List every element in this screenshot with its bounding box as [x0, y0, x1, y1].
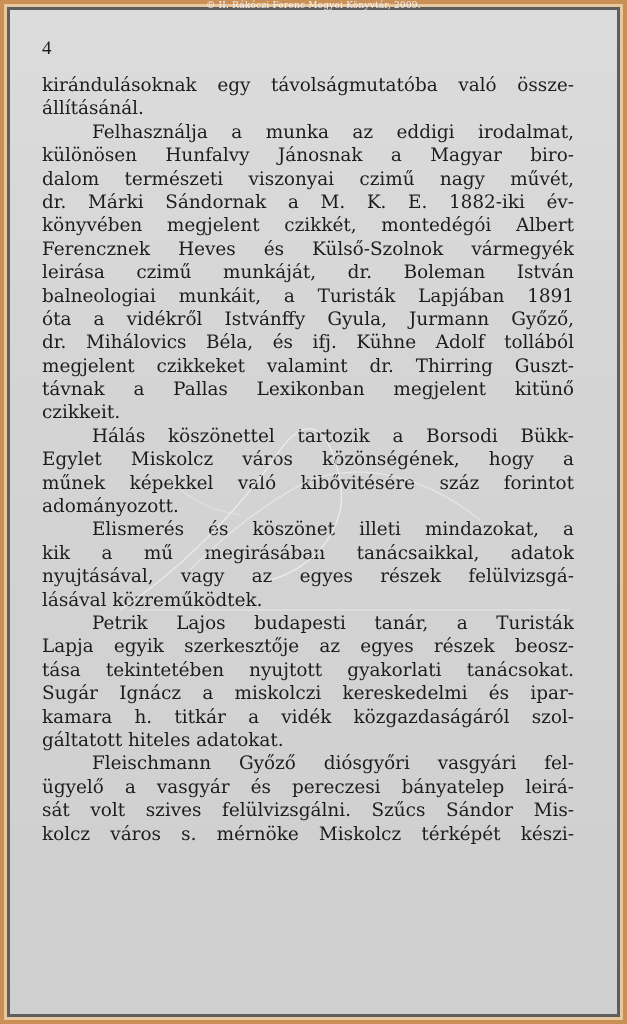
text-line: kamara h. titkár a vidék közgazdaságáról szol- [42, 706, 574, 728]
text-line: balneologiai munkáit, a Turisták Lapjában 1891 [42, 285, 574, 307]
text-line: távnak a Pallas Lexikonban megjelent kitünő [42, 379, 574, 401]
text-line: Fleischmann Győző diósgyőri vasgyári fel- [92, 753, 574, 775]
text-line: dr. Márki Sándornak a M. K. E. 1882-iki év- [42, 191, 574, 213]
body-text [42, 74, 574, 846]
text-line: kik a mű megirásában tanácsaikkal, adatok [42, 542, 574, 564]
text-line: Ferencznek Heves és Külső-Szolnok vármegyék [42, 238, 574, 260]
text-line: gáltatott hiteles adatokat. [42, 729, 284, 751]
text-line: Felhasználja a munka az eddigi irodalmat, [92, 121, 574, 143]
text-line: kolcz város s. mérnöke Miskolcz térképét készi- [42, 823, 574, 845]
text-line: leirása czimű munkáját, dr. Boleman István [42, 262, 574, 284]
page-number: 4 [42, 38, 52, 59]
text-line: Elismerés és köszönet illeti mindazokat, a [92, 519, 574, 541]
text-line: óta a vidékről Istvánffy Gyula, Jurmann Győző, [42, 308, 574, 330]
text-line: dalom természeti viszonyai czimű nagy művét, [42, 168, 574, 190]
text-line: könyvében megjelent czikkét, montedégói Albert [42, 215, 574, 237]
text-line: czikkeit. [42, 402, 121, 424]
text-line: Hálás köszönettel tartozik a Borsodi Bükk- [92, 425, 574, 447]
text-line: kirándulásoknak egy távolságmutatóba való össze- [42, 75, 574, 96]
text-line: tása tekintetében nyujtott gyakorlati tanácsokat. [42, 659, 574, 681]
text-line: Lapja egyik szerkesztője az egyes részek beosz- [42, 636, 574, 658]
text-line: ügyelő a vasgyár és pereczesi bányatelep leirá- [42, 776, 574, 798]
copyright-watermark: © II. Rákóczi Ferenc Megyei Könyvtár, 2009. [206, 1, 421, 11]
text-line: lásával közreműködtek. [42, 589, 263, 611]
text-line: nyujtásával, vagy az egyes részek felülvizsgá- [42, 566, 574, 588]
scanned-page [10, 10, 617, 1014]
text-line: dr. Mihálovics Béla, és ifj. Kühne Adolf tollából [42, 332, 574, 354]
text-line: állításánál. [42, 98, 144, 120]
text-line: különösen Hunfalvy Jánosnak a Magyar biro- [42, 145, 574, 167]
text-line: műnek képekkel való kibővitésére száz forintot [42, 472, 574, 494]
text-line: megjelent czikkeket valamint dr. Thirring Guszt- [42, 355, 574, 377]
text-line: Petrik Lajos budapesti tanár, a Turisták [92, 612, 574, 634]
text-line: Egylet Miskolcz város közönségének, hogy a [42, 449, 574, 471]
text-line: sát volt szives felülvizsgálni. Szűcs Sándor Mis- [42, 800, 574, 822]
text-line: Sugár Ignácz a miskolczi kereskedelmi és ipar- [42, 683, 574, 705]
text-line: adományozott. [42, 496, 179, 518]
